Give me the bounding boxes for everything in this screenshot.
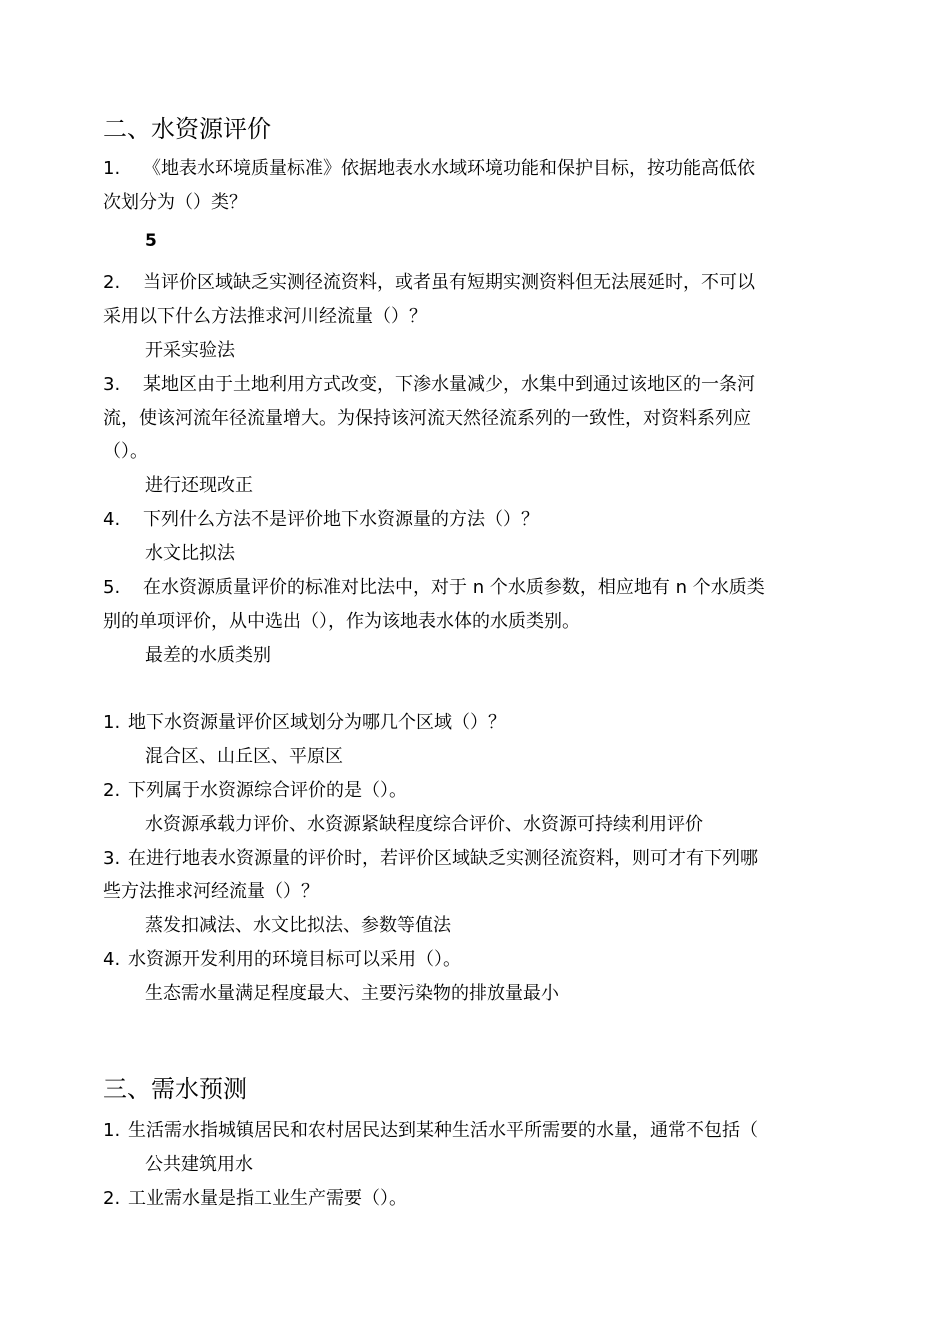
question-text: 某地区由于土地利用方式改变，下渗水量减少，水集中到通过该地区的一条河 bbox=[143, 374, 755, 395]
answer-text: 5 bbox=[145, 231, 157, 251]
question-number: 4. bbox=[103, 509, 121, 530]
question-line bbox=[103, 948, 843, 972]
question-line bbox=[103, 711, 843, 735]
answer-text: 最差的水质类别 bbox=[145, 645, 271, 666]
question-line bbox=[103, 576, 843, 600]
question-line bbox=[103, 373, 843, 397]
question-line: 采用以下什么方法推求河川经流量（）？ bbox=[103, 306, 427, 327]
question-line: （）。 bbox=[103, 441, 148, 462]
question-text: 下列什么方法不是评价地下水资源量的方法（）？ bbox=[143, 509, 539, 530]
section-title: 三、需水预测 bbox=[103, 1075, 247, 1103]
question-text: 在进行地表水资源量的评价时，若评价区域缺乏实测径流资料，则可才有下列哪 bbox=[128, 848, 758, 869]
question-number: 2. bbox=[103, 272, 121, 293]
question-text: 生活需水指城镇居民和农村居民达到某种生活水平所需要的水量，通常不包括（ bbox=[128, 1120, 758, 1141]
question-number: 2. bbox=[103, 780, 121, 801]
question-text: 地下水资源量评价区域划分为哪几个区域（）？ bbox=[128, 712, 506, 733]
question-number: 4. bbox=[103, 949, 121, 970]
question-line bbox=[103, 779, 843, 803]
question-number: 3. bbox=[103, 374, 121, 395]
question-text: 《地表水环境质量标准》依据地表水水域环境功能和保护目标，按功能高低依 bbox=[143, 158, 755, 179]
question-number: 1. bbox=[103, 1120, 121, 1141]
question-line bbox=[103, 157, 843, 181]
question-line bbox=[103, 1187, 843, 1211]
question-line: 次划分为（）类？ bbox=[103, 192, 247, 213]
question-number: 1. bbox=[103, 158, 121, 179]
question-number: 3. bbox=[103, 848, 121, 869]
section-title: 二、水资源评价 bbox=[103, 115, 271, 143]
question-text: 水资源开发利用的环境目标可以采用（）。 bbox=[128, 949, 461, 970]
question-line bbox=[103, 508, 843, 532]
answer-text: 水资源承载力评价、水资源紧缺程度综合评价、水资源可持续利用评价 bbox=[145, 814, 703, 835]
answer-text: 进行还现改正 bbox=[145, 475, 253, 496]
question-text: 当评价区域缺乏实测径流资料，或者虽有短期实测资料但无法展延时，不可以 bbox=[143, 272, 755, 293]
answer-text: 公共建筑用水 bbox=[145, 1154, 253, 1175]
question-number: 2. bbox=[103, 1188, 121, 1209]
question-line bbox=[103, 847, 843, 871]
answer-text: 水文比拟法 bbox=[145, 543, 235, 564]
question-number: 5. bbox=[103, 577, 121, 598]
question-line: 些方法推求河经流量（）？ bbox=[103, 881, 319, 902]
question-line: 别的单项评价，从中选出（），作为该地表水体的水质类别。 bbox=[103, 611, 580, 632]
question-text: 下列属于水资源综合评价的是（）。 bbox=[128, 780, 407, 801]
question-line bbox=[103, 1119, 843, 1143]
answer-text: 生态需水量满足程度最大、主要污染物的排放量最小 bbox=[145, 983, 559, 1004]
answer-text: 混合区、山丘区、平原区 bbox=[145, 746, 343, 767]
question-line bbox=[103, 271, 843, 295]
question-text: 工业需水量是指工业生产需要（）。 bbox=[128, 1188, 407, 1209]
question-line: 流，使该河流年径流量增大。为保持该河流天然径流系列的一致性，对资料系列应 bbox=[103, 408, 751, 429]
answer-text: 开采实验法 bbox=[145, 340, 235, 361]
question-number: 1. bbox=[103, 712, 121, 733]
question-text: 在水资源质量评价的标准对比法中，对于 n 个水质参数，相应地有 n 个水质类 bbox=[143, 577, 765, 598]
answer-text: 蒸发扣减法、水文比拟法、参数等值法 bbox=[145, 915, 451, 936]
